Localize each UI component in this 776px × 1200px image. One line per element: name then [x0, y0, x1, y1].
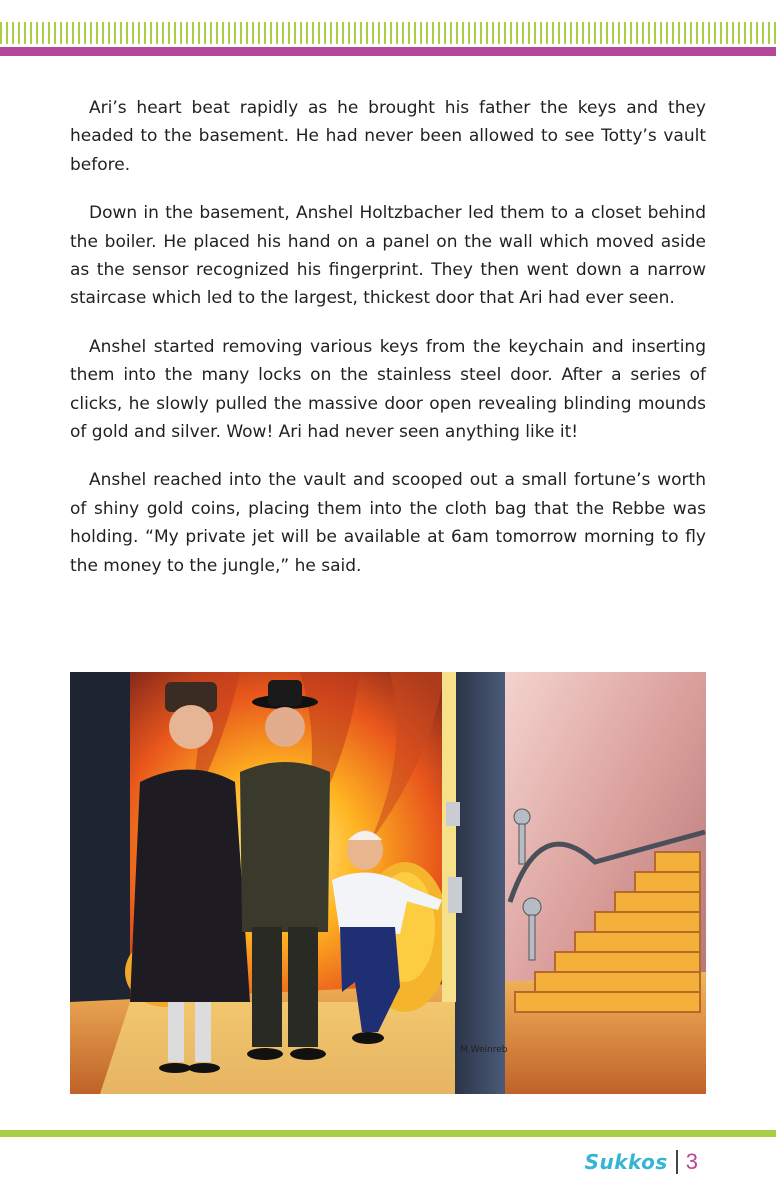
paragraph-1: Ari’s heart beat rapidly as he brought his father the keys and they headed to the basement. He had never been allowed to see Totty’s vault before.: [70, 98, 706, 175]
paragraph-2: Down in the basement, Anshel Holtzbacher led them to a closet behind the boiler. He placed his hand on a panel on the wall which moved aside as the sensor recognized his fingerprint. They then went down a narrow staircase which led to the largest, thickest door that Ari had ever seen.: [70, 203, 706, 309]
story-text: [70, 94, 706, 600]
book-title: Sukkos: [584, 1150, 668, 1174]
page-footer: [585, 1148, 698, 1176]
top-purple-rule: [0, 47, 776, 56]
footer-divider: [676, 1150, 678, 1174]
paragraph-3: Anshel started removing various keys from the keychain and inserting them into the many locks on the stainless steel door. After a series of clicks, he slowly pulled the massive door open revealing blinding mounds of gold and silver. Wow! Ari had never seen anything like it!: [70, 336, 706, 443]
page-number: 3: [685, 1149, 698, 1174]
paragraph-4: Anshel reached into the vault and scooped out a small fortune’s worth of shiny gold coins, placing them into the cloth bag that the Rebbe was holding. “My private jet will be available at 6am tomorrow morning to fly the money to the jungle,” he said.: [70, 470, 706, 576]
artist-signature: M.Weinreb: [460, 1045, 508, 1055]
bottom-green-rule: [0, 1130, 776, 1137]
vault-illustration: [70, 672, 706, 1094]
top-stripe-border: [0, 22, 776, 44]
